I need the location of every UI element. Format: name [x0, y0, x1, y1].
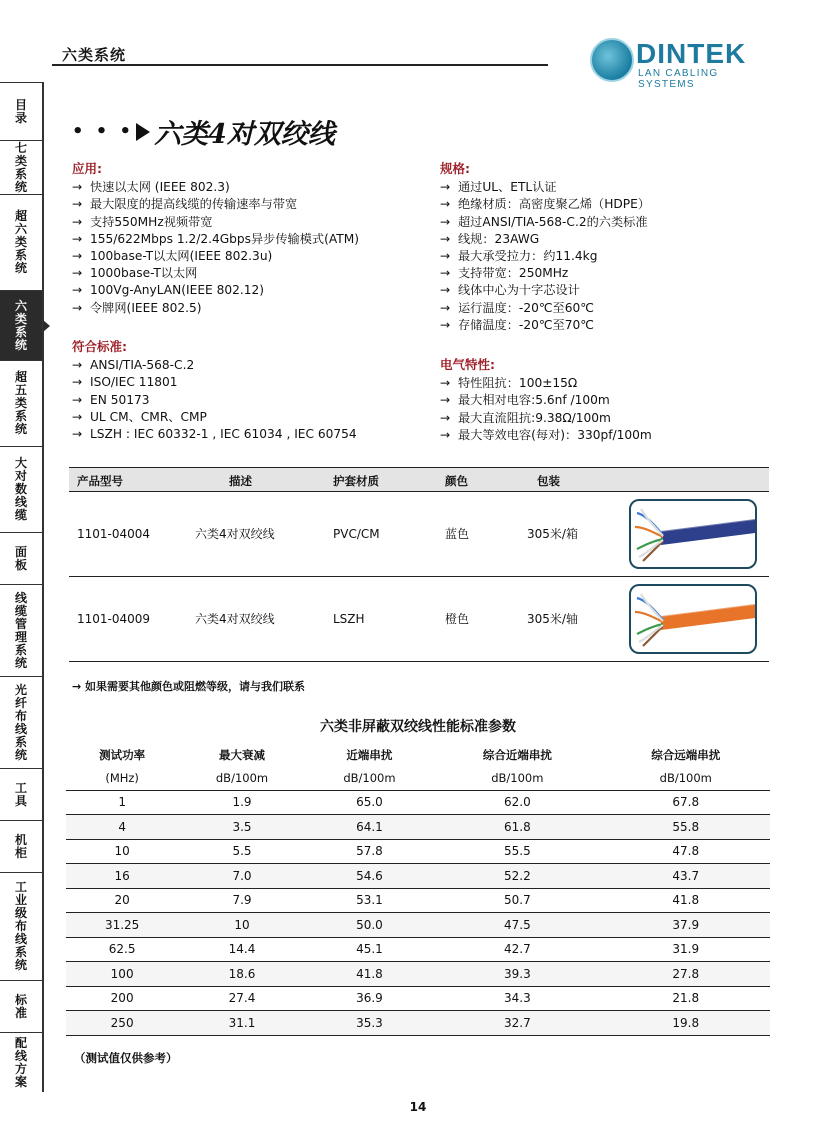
table-cell: 31.1 — [178, 1011, 305, 1036]
product-row — [69, 492, 769, 577]
table-cell: 55.5 — [433, 839, 601, 864]
arrow-icon: → — [440, 197, 451, 212]
arrow-icon: → — [72, 231, 83, 246]
table-cell: 62.0 — [433, 790, 601, 815]
arrow-icon: → — [440, 393, 451, 408]
chapter-tab[interactable] — [0, 360, 44, 446]
list-item-text: 令牌网(IEEE 802.5) — [90, 300, 202, 315]
perf-header-cell: 测试功率 — [99, 748, 146, 762]
logo-wordmark: DINTEK — [636, 38, 747, 69]
arrow-icon: → — [72, 266, 83, 281]
list-item-text: EN 50173 — [90, 392, 150, 407]
arrow-icon: → — [72, 375, 83, 390]
arrow-icon: → — [440, 266, 451, 281]
product-table-header — [69, 467, 769, 492]
table-cell: 34.3 — [433, 986, 601, 1011]
chapter-tabs — [0, 82, 44, 1092]
list-item — [440, 410, 652, 427]
table-cell: 4 — [66, 815, 178, 840]
list-item — [72, 409, 357, 426]
list-item-text: 运行温度：-20℃至60℃ — [458, 300, 594, 315]
list-item — [440, 179, 650, 196]
perf-header-cell: 近端串扰 — [346, 748, 393, 762]
table-cell: 14.4 — [178, 937, 305, 962]
list-item — [72, 196, 359, 213]
table-cell: 50.7 — [433, 888, 601, 913]
reference-note: （测试值仅供参考） — [74, 1051, 178, 1065]
chapter-tab[interactable] — [0, 980, 44, 1032]
product-cell-color: 蓝色 — [445, 527, 470, 541]
perf-unit-cell: (MHz) — [66, 766, 178, 790]
table-cell: 16 — [66, 864, 178, 889]
chapter-tab-label: 大对数线缆 — [14, 456, 27, 522]
arrow-icon: → — [440, 317, 451, 332]
perf-header-cell: 最大衰减 — [218, 748, 265, 762]
list-item — [72, 214, 359, 231]
table-cell: 31.25 — [66, 913, 178, 938]
arrow-icon: → — [440, 249, 451, 264]
arrow-icon: → — [440, 410, 451, 425]
triangle-icon — [136, 123, 150, 141]
table-cell: 42.7 — [433, 937, 601, 962]
table-cell: 57.8 — [306, 839, 433, 864]
table-cell: 10 — [178, 913, 305, 938]
table-row — [66, 815, 770, 840]
list-item — [72, 300, 359, 317]
arrow-icon: → — [72, 180, 83, 195]
table-cell: 36.9 — [306, 986, 433, 1011]
table-cell: 10 — [66, 839, 178, 864]
product-cell-model: 1101-04009 — [77, 612, 151, 626]
perf-unit-cell: dB/100m — [306, 766, 433, 790]
product-cell-desc: 六类4对双绞线 — [195, 527, 275, 541]
chapter-tab-label: 超五类系统 — [14, 370, 27, 436]
arrow-icon: → — [72, 249, 83, 264]
specs-list — [440, 179, 650, 334]
list-item — [440, 231, 650, 248]
arrow-icon: → — [440, 180, 451, 195]
product-cell-desc: 六类4对双绞线 — [195, 612, 275, 626]
list-item-text: 通过UL、ETL认证 — [458, 180, 557, 195]
list-item-text: 最大承受拉力：约11.4kg — [458, 249, 598, 264]
perf-unit-cell: dB/100m — [602, 766, 770, 790]
arrow-icon: → — [72, 214, 83, 229]
list-item-text: 超过ANSI/TIA-568-C.2的六类标准 — [458, 214, 648, 229]
standards-block — [72, 338, 357, 443]
list-item — [72, 426, 357, 443]
standards-heading: 符合标准: — [72, 339, 127, 354]
table-cell: 65.0 — [306, 790, 433, 815]
chapter-tab[interactable] — [0, 820, 44, 872]
list-item — [440, 427, 652, 444]
table-cell: 35.3 — [306, 1011, 433, 1036]
chapter-tab[interactable] — [0, 1032, 44, 1092]
table-cell: 50.0 — [306, 913, 433, 938]
specs-block — [440, 160, 650, 334]
arrow-icon: → — [440, 376, 451, 391]
header-rule — [52, 64, 548, 66]
chapter-tab-label: 标准 — [14, 992, 27, 1020]
table-row — [66, 839, 770, 864]
table-cell: 37.9 — [602, 913, 770, 938]
table-cell: 27.4 — [178, 986, 305, 1011]
table-cell: 31.9 — [602, 937, 770, 962]
perf-header-cell: 综合近端串扰 — [482, 748, 552, 762]
arrow-icon: → — [440, 283, 451, 298]
table-cell: 100 — [66, 962, 178, 987]
list-item-text: 1000base-T以太网 — [90, 266, 198, 281]
perf-table — [66, 744, 770, 1036]
electrical-list — [440, 375, 652, 444]
chapter-tab[interactable] — [0, 82, 44, 140]
list-item — [72, 265, 359, 282]
table-row — [66, 986, 770, 1011]
table-cell: 67.8 — [602, 790, 770, 815]
arrow-icon: → — [72, 680, 86, 693]
list-item-text: 支持550MHz视频带宽 — [90, 214, 213, 229]
arrow-icon: → — [72, 358, 83, 373]
product-cell-jacket: LSZH — [333, 612, 365, 626]
list-item-text: 最大限度的提高线缆的传输速率与带宽 — [90, 197, 298, 212]
chapter-tab-label: 目录 — [14, 97, 27, 125]
col-model: 产品型号 — [77, 474, 123, 488]
list-item — [440, 300, 650, 317]
arrow-icon: → — [72, 283, 83, 298]
table-cell: 55.8 — [602, 815, 770, 840]
product-row — [69, 577, 769, 662]
product-cell-package: 305米/箱 — [527, 527, 578, 541]
perf-unit-cell: dB/100m — [433, 766, 601, 790]
table-cell: 41.8 — [602, 888, 770, 913]
list-item — [72, 248, 359, 265]
table-row — [66, 888, 770, 913]
arrow-icon: → — [72, 427, 83, 442]
list-item-text: 100Vg-AnyLAN(IEEE 802.12) — [90, 283, 264, 298]
application-list — [72, 179, 359, 317]
chapter-tab-label: 六类系统 — [14, 298, 27, 352]
chapter-tab-label: 光纤布线系统 — [14, 682, 27, 762]
chapter-tab[interactable] — [0, 584, 44, 676]
chapter-tab[interactable] — [0, 872, 44, 980]
col-color: 颜色 — [445, 474, 468, 488]
table-row — [66, 937, 770, 962]
list-item — [72, 357, 357, 374]
table-cell: 7.0 — [178, 864, 305, 889]
chapter-tab-label: 线缆管理系统 — [14, 590, 27, 670]
table-cell: 41.8 — [306, 962, 433, 987]
electrical-block — [440, 356, 652, 444]
list-item-text: 快速以太网 (IEEE 802.3) — [90, 180, 230, 195]
table-cell: 19.8 — [602, 1011, 770, 1036]
arrow-icon: → — [72, 300, 83, 315]
perf-table-title: 六类非屏蔽双绞线性能标准参数 — [320, 719, 516, 735]
perf-header-row — [66, 744, 770, 766]
product-title — [72, 112, 335, 151]
table-cell: 39.3 — [433, 962, 601, 987]
arrow-icon: → — [440, 427, 451, 442]
table-cell: 52.2 — [433, 864, 601, 889]
arrow-icon: → — [72, 392, 83, 407]
arrow-icon: → — [72, 197, 83, 212]
chapter-tab[interactable] — [0, 768, 44, 820]
table-cell: 53.1 — [306, 888, 433, 913]
list-item-text: 绝缘材质：高密度聚乙烯（HDPE） — [458, 197, 651, 212]
list-item-text: 100base-T以太网(IEEE 802.3u) — [90, 249, 273, 264]
table-cell: 47.8 — [602, 839, 770, 864]
col-desc: 描述 — [229, 474, 252, 488]
chapter-tab[interactable] — [0, 446, 44, 532]
table-cell: 18.6 — [178, 962, 305, 987]
color-note: → 如果需要其他颜色或阻燃等级，请与我们联系 — [72, 680, 306, 693]
arrow-icon: → — [440, 214, 451, 229]
table-cell: 200 — [66, 986, 178, 1011]
table-cell: 27.8 — [602, 962, 770, 987]
list-item — [440, 375, 652, 392]
table-row — [66, 864, 770, 889]
list-item — [440, 196, 650, 213]
chapter-tab[interactable] — [0, 532, 44, 584]
chapter-tab-label: 七类系统 — [14, 140, 27, 194]
table-cell: 3.5 — [178, 815, 305, 840]
list-item — [72, 179, 359, 196]
product-title-text: 六类4对双绞线 — [154, 119, 335, 150]
table-cell: 61.8 — [433, 815, 601, 840]
list-item — [72, 392, 357, 409]
table-cell: 32.7 — [433, 1011, 601, 1036]
table-cell: 54.6 — [306, 864, 433, 889]
list-item-text: 线体中心为十字芯设计 — [458, 283, 580, 298]
list-item — [440, 214, 650, 231]
list-item-text: 最大相对电容:5.6nf /100m — [458, 393, 610, 408]
arrow-icon: → — [440, 300, 451, 315]
chapter-tab-label: 超六类系统 — [14, 209, 27, 275]
table-cell: 7.9 — [178, 888, 305, 913]
chapter-tab[interactable] — [0, 194, 44, 290]
list-item — [72, 282, 359, 299]
list-item-text: ANSI/TIA-568-C.2 — [90, 358, 195, 373]
table-cell: 21.8 — [602, 986, 770, 1011]
product-cell-jacket: PVC/CM — [333, 527, 380, 541]
arrow-icon: → — [72, 409, 83, 424]
application-heading: 应用: — [72, 161, 102, 176]
table-cell: 62.5 — [66, 937, 178, 962]
table-cell: 43.7 — [602, 864, 770, 889]
chapter-tab[interactable] — [0, 140, 44, 194]
product-cell-color: 橙色 — [445, 612, 470, 626]
globe-icon — [590, 38, 634, 82]
logo-subtitle: LAN CABLING SYSTEMS — [638, 68, 719, 90]
specs-heading: 规格: — [440, 161, 470, 176]
table-cell: 1 — [66, 790, 178, 815]
dintek-logo — [586, 36, 776, 90]
perf-units-row — [66, 766, 770, 790]
list-item-text: 特性阻抗：100±15Ω — [458, 376, 578, 391]
product-cell-model: 1101-04004 — [77, 527, 151, 541]
list-item-text: 存储温度：-20℃至70℃ — [458, 317, 594, 332]
table-row — [66, 790, 770, 815]
list-item — [440, 392, 652, 409]
list-item-text: LSZH : IEC 60332-1 , IEC 61034 , IEC 60754 — [90, 427, 357, 442]
chapter-tab-label: 工具 — [14, 780, 27, 808]
table-cell: 45.1 — [306, 937, 433, 962]
list-item — [440, 282, 650, 299]
table-row — [66, 913, 770, 938]
list-item — [440, 248, 650, 265]
table-cell: 1.9 — [178, 790, 305, 815]
table-cell: 5.5 — [178, 839, 305, 864]
cable-image — [629, 584, 757, 654]
perf-header-cell: 综合远端串扰 — [651, 748, 721, 762]
perf-unit-cell: dB/100m — [178, 766, 305, 790]
col-jacket: 护套材质 — [333, 474, 379, 488]
chapter-tab[interactable] — [0, 290, 44, 360]
product-cell-package: 305米/轴 — [527, 612, 578, 626]
list-item-text: 最大等效电容(每对)：330pf/100m — [458, 427, 652, 442]
list-item — [72, 231, 359, 248]
list-item — [440, 265, 650, 282]
title-dots-icon: • • • — [72, 121, 135, 142]
list-item-text: ISO/IEC 11801 — [90, 375, 178, 390]
table-cell: 20 — [66, 888, 178, 913]
list-item-text: 最大直流阻抗:9.38Ω/100m — [458, 410, 611, 425]
arrow-icon: → — [440, 231, 451, 246]
chapter-tab-label: 配线方案 — [14, 1035, 27, 1089]
list-item-text: 线规：23AWG — [458, 231, 540, 246]
chapter-tab-label: 面板 — [14, 544, 27, 572]
page-number: 14 — [409, 1100, 427, 1114]
application-block — [72, 160, 359, 317]
chapter-tab-label: 工业级布线系统 — [14, 880, 27, 972]
table-row — [66, 962, 770, 987]
list-item — [440, 317, 650, 334]
chapter-tab-label: 机柜 — [14, 832, 27, 860]
table-cell: 64.1 — [306, 815, 433, 840]
list-item-text: UL CM、CMR、CMP — [90, 409, 207, 424]
list-item-text: 支持带宽：250MHz — [458, 266, 569, 281]
list-item-text: 155/622Mbps 1.2/2.4Gbps异步传输模式(ATM) — [90, 231, 359, 246]
table-cell: 47.5 — [433, 913, 601, 938]
section-title: 六类系统 — [62, 46, 127, 64]
standards-list — [72, 357, 357, 443]
cable-image — [629, 499, 757, 569]
list-item — [72, 374, 357, 391]
col-package: 包装 — [537, 474, 560, 488]
electrical-heading: 电气特性: — [440, 357, 495, 372]
product-table — [69, 467, 769, 662]
table-cell: 250 — [66, 1011, 178, 1036]
table-row — [66, 1011, 770, 1036]
